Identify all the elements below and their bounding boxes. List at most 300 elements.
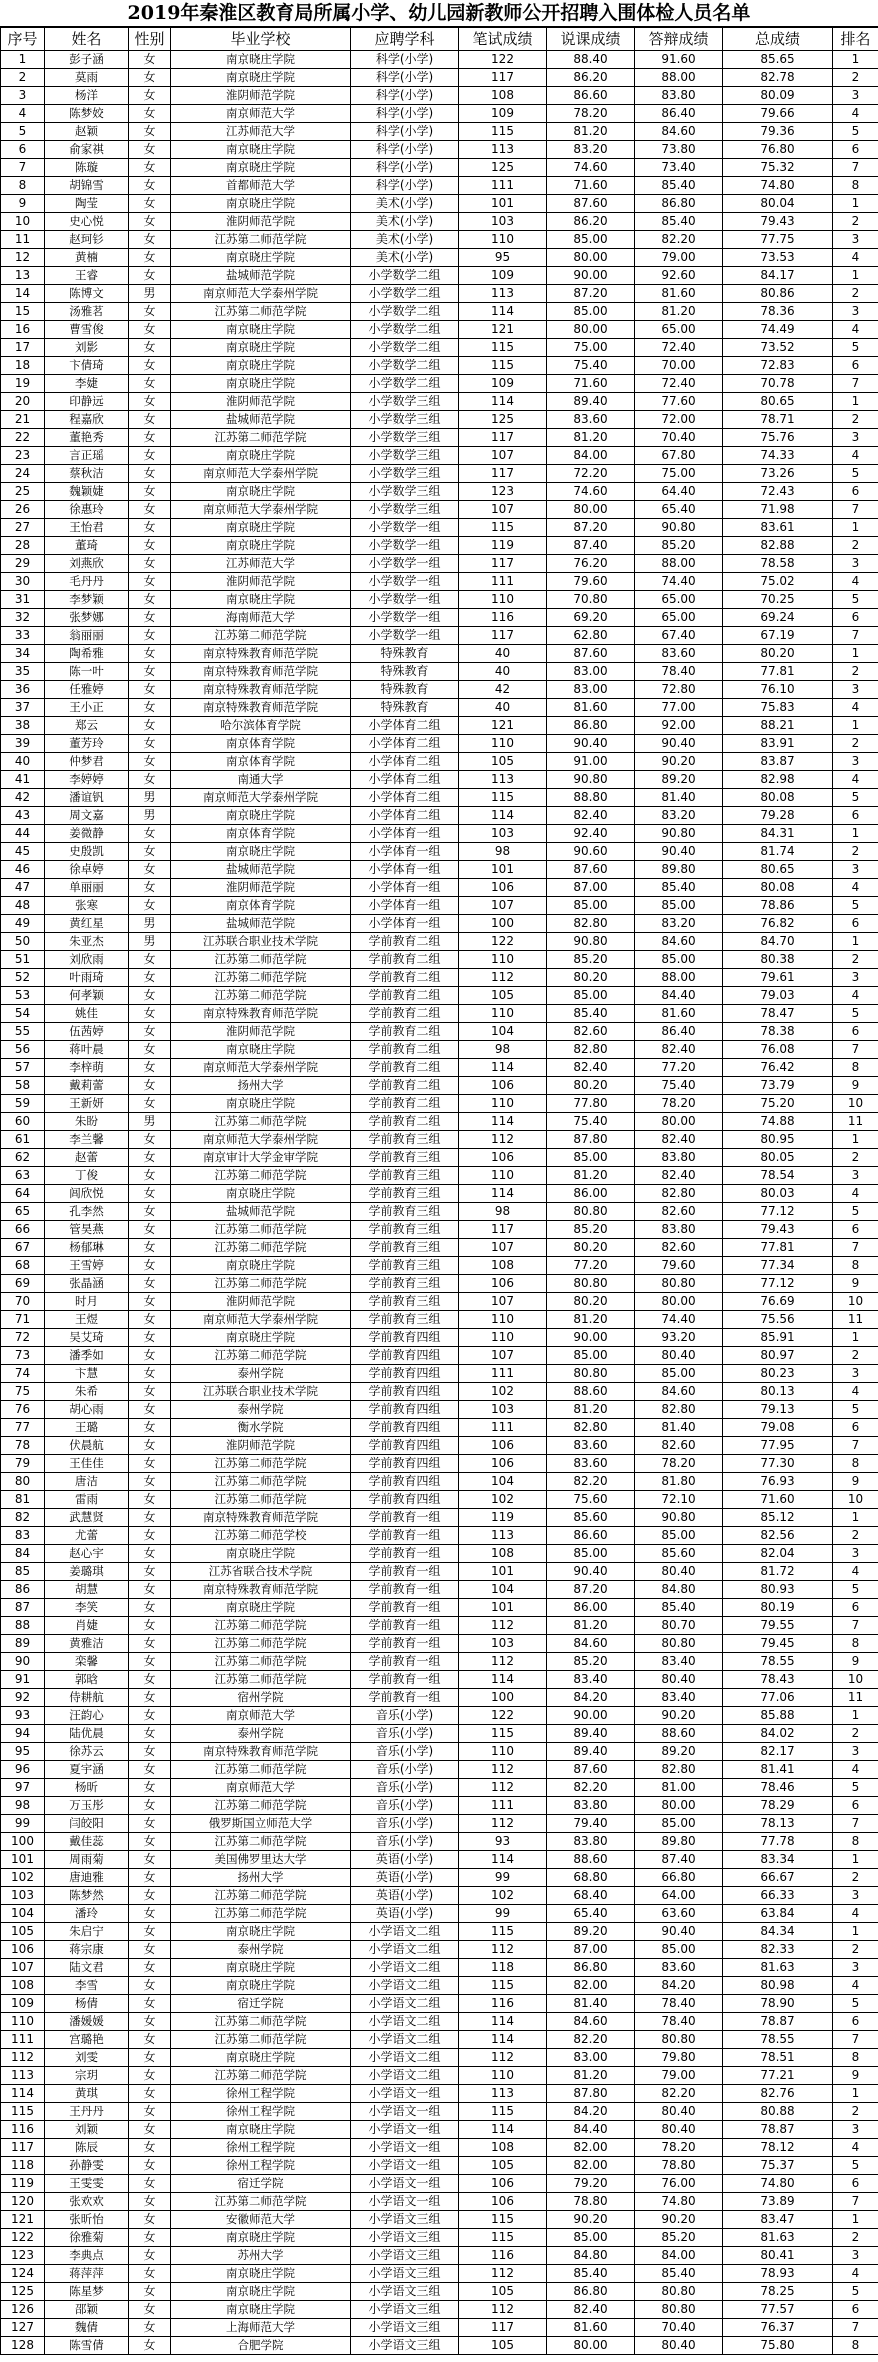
cell-name: 陶莹 [45, 195, 129, 213]
cell-index: 37 [1, 699, 45, 717]
cell-written-score: 114 [459, 2031, 547, 2049]
cell-total-score: 74.33 [723, 447, 833, 465]
cell-rank: 8 [833, 177, 878, 195]
cell-defense-score: 78.40 [635, 1995, 723, 2013]
cell-subject: 小学数学三组 [351, 411, 459, 429]
cell-rank: 2 [833, 843, 878, 861]
cell-index: 60 [1, 1113, 45, 1131]
cell-name: 潘媛媛 [45, 2013, 129, 2031]
cell-gender: 女 [129, 1077, 171, 1095]
cell-subject: 小学数学一组 [351, 537, 459, 555]
cell-school: 合肥学院 [171, 2337, 351, 2355]
cell-school: 南京特殊教育师范学院 [171, 645, 351, 663]
table-row [1, 1311, 878, 1329]
cell-index: 80 [1, 1473, 45, 1491]
cell-defense-score: 83.80 [635, 87, 723, 105]
table-row [1, 501, 878, 519]
cell-defense-score: 73.80 [635, 141, 723, 159]
table-row [1, 1041, 878, 1059]
cell-name: 徐苏云 [45, 1743, 129, 1761]
cell-gender: 女 [129, 1239, 171, 1257]
cell-rank: 6 [833, 2301, 878, 2319]
cell-gender: 女 [129, 2337, 171, 2355]
table-row [1, 1797, 878, 1815]
table-row [1, 627, 878, 645]
cell-gender: 女 [129, 411, 171, 429]
cell-total-score: 73.89 [723, 2193, 833, 2211]
cell-name: 张晶涵 [45, 1275, 129, 1293]
cell-gender: 女 [129, 501, 171, 519]
cell-defense-score: 80.80 [635, 2301, 723, 2319]
cell-defense-score: 80.80 [635, 2031, 723, 2049]
cell-gender: 男 [129, 915, 171, 933]
cell-name: 王新妍 [45, 1095, 129, 1113]
cell-rank: 5 [833, 1581, 878, 1599]
cell-defense-score: 85.00 [635, 897, 723, 915]
cell-name: 肖婕 [45, 1617, 129, 1635]
cell-defense-score: 80.00 [635, 1113, 723, 1131]
cell-subject: 学前教育二组 [351, 951, 459, 969]
cell-lecture-score: 81.20 [547, 1311, 635, 1329]
table-row [1, 159, 878, 177]
cell-defense-score: 81.20 [635, 303, 723, 321]
table-row [1, 1437, 878, 1455]
cell-defense-score: 67.80 [635, 447, 723, 465]
cell-index: 51 [1, 951, 45, 969]
cell-rank: 8 [833, 1635, 878, 1653]
cell-defense-score: 85.40 [635, 1599, 723, 1617]
cell-gender: 女 [129, 1257, 171, 1275]
table-row [1, 2247, 878, 2265]
cell-written-score: 106 [459, 1455, 547, 1473]
cell-school: 南京晓庄学院 [171, 69, 351, 87]
cell-total-score: 82.04 [723, 1545, 833, 1563]
cell-school: 衡水学院 [171, 1419, 351, 1437]
cell-index: 39 [1, 735, 45, 753]
cell-name: 周雨菊 [45, 1851, 129, 1869]
cell-index: 94 [1, 1725, 45, 1743]
cell-lecture-score: 83.00 [547, 663, 635, 681]
cell-written-score: 40 [459, 663, 547, 681]
cell-name: 伏晨航 [45, 1437, 129, 1455]
table-row [1, 2265, 878, 2283]
cell-subject: 小学体育二组 [351, 717, 459, 735]
cell-written-score: 102 [459, 1887, 547, 1905]
table-row [1, 1401, 878, 1419]
cell-lecture-score: 82.40 [547, 807, 635, 825]
cell-lecture-score: 79.40 [547, 1815, 635, 1833]
cell-lecture-score: 82.20 [547, 1473, 635, 1491]
cell-rank: 6 [833, 609, 878, 627]
cell-subject: 学前教育三组 [351, 1239, 459, 1257]
cell-gender: 女 [129, 231, 171, 249]
table-row [1, 555, 878, 573]
cell-name: 潘季如 [45, 1347, 129, 1365]
cell-name: 蒋萍萍 [45, 2265, 129, 2283]
cell-subject: 学前教育三组 [351, 1293, 459, 1311]
cell-school: 江苏第二师范学院 [171, 1275, 351, 1293]
cell-total-score: 83.47 [723, 2211, 833, 2229]
cell-gender: 女 [129, 159, 171, 177]
cell-index: 106 [1, 1941, 45, 1959]
table-row [1, 591, 878, 609]
cell-rank: 7 [833, 1041, 878, 1059]
cell-lecture-score: 90.40 [547, 1563, 635, 1581]
cell-subject: 学前教育四组 [351, 1455, 459, 1473]
cell-subject: 学前教育一组 [351, 1617, 459, 1635]
cell-lecture-score: 90.20 [547, 2211, 635, 2229]
cell-gender: 女 [129, 51, 171, 69]
cell-subject: 学前教育三组 [351, 1311, 459, 1329]
cell-rank: 4 [833, 1977, 878, 1995]
cell-lecture-score: 83.60 [547, 1455, 635, 1473]
cell-index: 55 [1, 1023, 45, 1041]
cell-index: 96 [1, 1761, 45, 1779]
cell-defense-score: 80.40 [635, 2337, 723, 2355]
cell-defense-score: 80.40 [635, 1671, 723, 1689]
cell-index: 69 [1, 1275, 45, 1293]
cell-index: 97 [1, 1779, 45, 1797]
cell-index: 61 [1, 1131, 45, 1149]
cell-total-score: 76.37 [723, 2319, 833, 2337]
cell-written-score: 115 [459, 1923, 547, 1941]
cell-index: 42 [1, 789, 45, 807]
cell-rank: 7 [833, 1815, 878, 1833]
cell-written-score: 100 [459, 915, 547, 933]
cell-total-score: 84.02 [723, 1725, 833, 1743]
cell-index: 116 [1, 2121, 45, 2139]
cell-index: 82 [1, 1509, 45, 1527]
cell-subject: 学前教育一组 [351, 1527, 459, 1545]
cell-total-score: 71.60 [723, 1491, 833, 1509]
cell-subject: 小学语文一组 [351, 2175, 459, 2193]
cell-lecture-score: 83.60 [547, 1437, 635, 1455]
cell-defense-score: 72.40 [635, 375, 723, 393]
cell-school: 上海师范大学 [171, 2319, 351, 2337]
cell-rank: 7 [833, 1437, 878, 1455]
cell-rank: 7 [833, 159, 878, 177]
table-row [1, 393, 878, 411]
cell-name: 史殷凯 [45, 843, 129, 861]
cell-total-score: 77.75 [723, 231, 833, 249]
cell-lecture-score: 85.40 [547, 1005, 635, 1023]
cell-lecture-score: 84.00 [547, 447, 635, 465]
cell-name: 栾馨 [45, 1653, 129, 1671]
cell-total-score: 77.06 [723, 1689, 833, 1707]
cell-index: 85 [1, 1563, 45, 1581]
cell-name: 周文嘉 [45, 807, 129, 825]
cell-subject: 特殊教育 [351, 663, 459, 681]
cell-gender: 女 [129, 2013, 171, 2031]
cell-index: 9 [1, 195, 45, 213]
cell-rank: 8 [833, 1257, 878, 1275]
cell-subject: 音乐(小学) [351, 1833, 459, 1851]
cell-defense-score: 77.60 [635, 393, 723, 411]
cell-defense-score: 80.40 [635, 2103, 723, 2121]
table-row [1, 2175, 878, 2193]
cell-rank: 4 [833, 879, 878, 897]
cell-school: 南京晓庄学院 [171, 843, 351, 861]
cell-school: 淮阴师范学院 [171, 573, 351, 591]
cell-written-score: 112 [459, 969, 547, 987]
cell-defense-score: 89.80 [635, 1833, 723, 1851]
cell-total-score: 85.88 [723, 1707, 833, 1725]
cell-written-score: 114 [459, 303, 547, 321]
cell-gender: 女 [129, 753, 171, 771]
cell-name: 陈辰 [45, 2139, 129, 2157]
cell-lecture-score: 80.00 [547, 321, 635, 339]
cell-written-score: 115 [459, 1725, 547, 1743]
cell-school: 扬州大学 [171, 1869, 351, 1887]
cell-index: 84 [1, 1545, 45, 1563]
cell-subject: 小学数学三组 [351, 447, 459, 465]
cell-written-score: 101 [459, 1563, 547, 1581]
cell-index: 58 [1, 1077, 45, 1095]
cell-subject: 音乐(小学) [351, 1707, 459, 1725]
cell-rank: 10 [833, 1095, 878, 1113]
cell-name: 张欢欢 [45, 2193, 129, 2211]
cell-lecture-score: 86.80 [547, 717, 635, 735]
cell-total-score: 80.23 [723, 1365, 833, 1383]
cell-gender: 女 [129, 447, 171, 465]
cell-written-score: 111 [459, 1365, 547, 1383]
table-row [1, 123, 878, 141]
cell-total-score: 83.61 [723, 519, 833, 537]
table-row [1, 1023, 878, 1041]
cell-name: 魏颖婕 [45, 483, 129, 501]
cell-school: 南京师范大学泰州学院 [171, 1311, 351, 1329]
cell-lecture-score: 88.40 [547, 51, 635, 69]
cell-rank: 9 [833, 1473, 878, 1491]
cell-index: 113 [1, 2067, 45, 2085]
cell-gender: 女 [129, 141, 171, 159]
cell-subject: 音乐(小学) [351, 1743, 459, 1761]
cell-gender: 女 [129, 483, 171, 501]
cell-written-score: 110 [459, 1743, 547, 1761]
cell-index: 21 [1, 411, 45, 429]
cell-lecture-score: 81.20 [547, 1617, 635, 1635]
cell-lecture-score: 92.40 [547, 825, 635, 843]
cell-total-score: 73.26 [723, 465, 833, 483]
cell-name: 张寒 [45, 897, 129, 915]
table-row [1, 321, 878, 339]
cell-total-score: 77.12 [723, 1275, 833, 1293]
cell-subject: 小学语文一组 [351, 2103, 459, 2121]
cell-lecture-score: 80.80 [547, 1275, 635, 1293]
cell-rank: 4 [833, 321, 878, 339]
cell-written-score: 112 [459, 1779, 547, 1797]
cell-rank: 3 [833, 429, 878, 447]
cell-rank: 7 [833, 1617, 878, 1635]
cell-index: 87 [1, 1599, 45, 1617]
cell-gender: 女 [129, 1905, 171, 1923]
cell-written-score: 117 [459, 1221, 547, 1239]
cell-school: 南京晓庄学院 [171, 249, 351, 267]
cell-index: 110 [1, 2013, 45, 2031]
cell-written-score: 114 [459, 1851, 547, 1869]
cell-subject: 学前教育三组 [351, 1149, 459, 1167]
cell-name: 卞慧 [45, 1365, 129, 1383]
cell-index: 73 [1, 1347, 45, 1365]
cell-defense-score: 79.80 [635, 2049, 723, 2067]
cell-name: 李婷婷 [45, 771, 129, 789]
cell-rank: 1 [833, 1923, 878, 1941]
cell-lecture-score: 74.60 [547, 483, 635, 501]
cell-subject: 科学(小学) [351, 159, 459, 177]
table-row [1, 1419, 878, 1437]
table-row [1, 1329, 878, 1347]
table-row [1, 537, 878, 555]
table-row [1, 861, 878, 879]
cell-defense-score: 70.40 [635, 429, 723, 447]
cell-written-score: 110 [459, 1167, 547, 1185]
cell-name: 戴佳蕊 [45, 1833, 129, 1851]
cell-gender: 女 [129, 1023, 171, 1041]
cell-name: 汤雅茗 [45, 303, 129, 321]
cell-lecture-score: 81.20 [547, 123, 635, 141]
cell-defense-score: 75.00 [635, 465, 723, 483]
cell-subject: 小学语文二组 [351, 2031, 459, 2049]
cell-lecture-score: 84.80 [547, 2247, 635, 2265]
table-row [1, 1851, 878, 1869]
cell-rank: 1 [833, 51, 878, 69]
table-row [1, 2103, 878, 2121]
cell-total-score: 85.65 [723, 51, 833, 69]
cell-defense-score: 81.00 [635, 1779, 723, 1797]
cell-total-score: 79.03 [723, 987, 833, 1005]
cell-rank: 1 [833, 825, 878, 843]
cell-lecture-score: 81.20 [547, 2067, 635, 2085]
cell-index: 20 [1, 393, 45, 411]
cell-index: 122 [1, 2229, 45, 2247]
cell-gender: 女 [129, 1887, 171, 1905]
cell-school: 江苏第二师范学校 [171, 1527, 351, 1545]
cell-total-score: 85.12 [723, 1509, 833, 1527]
cell-index: 103 [1, 1887, 45, 1905]
cell-name: 董琦 [45, 537, 129, 555]
cell-name: 李梦颖 [45, 591, 129, 609]
cell-gender: 女 [129, 1419, 171, 1437]
cell-defense-score: 90.20 [635, 753, 723, 771]
cell-index: 6 [1, 141, 45, 159]
cell-subject: 小学数学二组 [351, 267, 459, 285]
cell-defense-score: 78.20 [635, 1095, 723, 1113]
cell-school: 海南师范大学 [171, 609, 351, 627]
cell-name: 杨昕 [45, 1779, 129, 1797]
table-row [1, 1095, 878, 1113]
cell-subject: 美术(小学) [351, 249, 459, 267]
cell-index: 13 [1, 267, 45, 285]
cell-defense-score: 80.40 [635, 1563, 723, 1581]
cell-total-score: 78.90 [723, 1995, 833, 2013]
cell-total-score: 72.43 [723, 483, 833, 501]
cell-school: 淮阴师范学院 [171, 393, 351, 411]
cell-name: 王丹丹 [45, 2103, 129, 2121]
cell-rank: 2 [833, 69, 878, 87]
table-row [1, 1689, 878, 1707]
cell-name: 任雅婷 [45, 681, 129, 699]
cell-school: 江苏第二师范学院 [171, 1653, 351, 1671]
cell-index: 81 [1, 1491, 45, 1509]
cell-school: 淮阴师范学院 [171, 1437, 351, 1455]
table-row [1, 1725, 878, 1743]
cell-total-score: 76.69 [723, 1293, 833, 1311]
cell-lecture-score: 85.40 [547, 2265, 635, 2283]
cell-gender: 女 [129, 1869, 171, 1887]
cell-total-score: 73.52 [723, 339, 833, 357]
cell-index: 31 [1, 591, 45, 609]
cell-school: 江苏第二师范学院 [171, 231, 351, 249]
cell-rank: 6 [833, 357, 878, 375]
cell-school: 南京晓庄学院 [171, 1599, 351, 1617]
cell-lecture-score: 84.20 [547, 1689, 635, 1707]
cell-name: 刘雯 [45, 2049, 129, 2067]
cell-school: 南京特殊教育师范学院 [171, 699, 351, 717]
cell-name: 张梦娜 [45, 609, 129, 627]
cell-lecture-score: 85.20 [547, 1221, 635, 1239]
cell-defense-score: 82.60 [635, 1239, 723, 1257]
cell-defense-score: 83.20 [635, 807, 723, 825]
cell-rank: 1 [833, 1131, 878, 1149]
table-row [1, 1761, 878, 1779]
cell-written-score: 121 [459, 321, 547, 339]
cell-name: 杨倩 [45, 1995, 129, 2013]
cell-defense-score: 72.10 [635, 1491, 723, 1509]
cell-lecture-score: 85.20 [547, 951, 635, 969]
cell-total-score: 78.13 [723, 1815, 833, 1833]
cell-written-score: 123 [459, 483, 547, 501]
cell-defense-score: 74.40 [635, 1311, 723, 1329]
cell-lecture-score: 82.00 [547, 1977, 635, 1995]
cell-lecture-score: 86.20 [547, 213, 635, 231]
cell-school: 江苏第二师范学院 [171, 1761, 351, 1779]
cell-lecture-score: 81.40 [547, 1995, 635, 2013]
cell-index: 19 [1, 375, 45, 393]
cell-written-score: 104 [459, 1581, 547, 1599]
cell-gender: 女 [129, 663, 171, 681]
cell-school: 南京晓庄学院 [171, 519, 351, 537]
cell-name: 杨洋 [45, 87, 129, 105]
cell-lecture-score: 74.60 [547, 159, 635, 177]
cell-name: 李兰馨 [45, 1131, 129, 1149]
cell-lecture-score: 75.00 [547, 339, 635, 357]
cell-rank: 6 [833, 1221, 878, 1239]
candidate-table [0, 27, 878, 2355]
cell-total-score: 79.08 [723, 1419, 833, 1437]
cell-school: 南京晓庄学院 [171, 2265, 351, 2283]
cell-subject: 小学数学二组 [351, 321, 459, 339]
cell-written-score: 113 [459, 1527, 547, 1545]
cell-subject: 小学语文三组 [351, 2247, 459, 2265]
cell-gender: 女 [129, 591, 171, 609]
cell-school: 南京晓庄学院 [171, 2301, 351, 2319]
cell-gender: 女 [129, 2283, 171, 2301]
table-row [1, 1743, 878, 1761]
cell-school: 南京晓庄学院 [171, 339, 351, 357]
cell-written-score: 125 [459, 411, 547, 429]
cell-subject: 小学语文三组 [351, 2211, 459, 2229]
cell-gender: 女 [129, 1167, 171, 1185]
cell-defense-score: 85.00 [635, 1527, 723, 1545]
cell-lecture-score: 89.40 [547, 393, 635, 411]
cell-name: 侍耕航 [45, 1689, 129, 1707]
cell-rank: 6 [833, 1797, 878, 1815]
cell-defense-score: 82.40 [635, 1167, 723, 1185]
cell-rank: 7 [833, 501, 878, 519]
cell-total-score: 84.34 [723, 1923, 833, 1941]
cell-index: 57 [1, 1059, 45, 1077]
cell-written-score: 116 [459, 609, 547, 627]
